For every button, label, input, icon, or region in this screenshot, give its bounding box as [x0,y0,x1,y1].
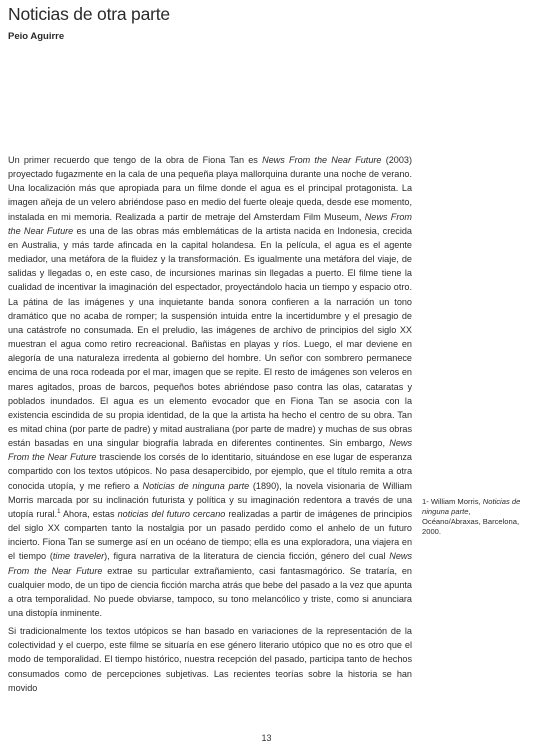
text-run: Ahora, estas [60,508,118,519]
italic-run: Noticias de ninguna parte [142,480,250,491]
text-run: , Océano/Abraxas, Barcelona, 2000. [422,507,520,536]
footnote-ref: 1 [57,508,61,515]
author-name: Peio Aguirre [8,31,65,42]
text-run: Un primer recuerdo que tengo de la obra de Fiona Tan es [8,155,263,165]
italic-run: News From the Near Future [8,438,412,463]
paragraph-2 [8,624,412,695]
text-run: Si tradicionalmente los textos utópicos se han basado en variaciones de la representación de la colectividad y el cuerpo, este filme se situaría en ese género literario utópico que no es otro que el modo de temporalidad. El tiempo histórico, nuestra recepción del pasado, participa tanto de hechos consumados como de percepciones subjetivas. Las recientes teorías sobre la historia se han movido [8,626,412,693]
text-run: 1- William Morris, [422,497,483,506]
paragraph-1 [8,153,412,620]
text-run: ), figura narrativa de la literatura de ciencia ficción, género del cual [104,551,390,562]
italic-run: News From the Near Future [262,155,382,165]
italic-run: News From the Near Future [8,551,412,576]
text-run: (1890), la novela visionaria de William Morris marcada por su inclinación futurista y política y su imaginación redentora a través de una utopía rural. [8,480,412,519]
text-run: trasciende los corsés de lo identitario, situándose en ese lugar de esperanza compartido con los textos utópicos. No pasa desapercibido, por ejemplo, que el título remita a otra conocida utopía, y me refiero a [8,452,412,491]
text-run: es una de las obras más emblemáticas de la artista nacida en Indonesia, crecida en Australia, y más tarde afincada en la capital holandesa. En la película, el agua es el agente mediador, una metáfora de la fluidez y la transformación. Es igualmente una metáfora del viaje, de salidas y llegadas o, en este caso, de incursiones marinas sin llegadas a puerto. El filme tiene la cualidad de incentivar la imaginación del espectador, proyectándolo hacia un tiempo y espacio otro. La pátina de las imágenes y una inquietante banda sonora confieren a la narración un tono dramático que no acaba de romper; la suspensión intuida entre la incertidumbre y el presagio de una catástrofe no consumada. En el preludio, las imágenes de archivo de principios del siglo XX muestran el agua como retiro recreacional. Bañistas en playas y ríos. Luego, el mar deviene en alegoría de una naturaleza irredenta al gobierno del hombre. Un señor con sombrero permanece encima de una roca rodeada por el mar, imagen que se repite. El resto de imágenes son veleros en mares agitados, proas de barcos, pequeños botes abriéndose paso contra las olas, cataratas y poblados inundados. El agua es un elemento evocador que en Fiona Tan se asocia con la existencia escindida de su propia identidad, de la que la artista ha hecho el centro de su obra. Tan es mitad china (por parte de padre) y mitad australiana (por parte de madre) y muchas de sus obras están basadas en una singular biografía labrada en diferentes continentes. Sin embargo, [8,225,412,449]
footnote [422,497,526,537]
page-number: 13 [261,733,272,743]
italic-run: Noticias de ninguna parte [422,497,521,516]
text-run: realizadas a partir de imágenes de principios del siglo XX comparten tanto la nostalgia por un pasado perdido como el anhelo de un futuro incierto. Fiona Tan se sumerge así en un océano de tiempo; ella es una exploradora, una viajera en el tiempo ( [8,508,412,562]
article-body [8,153,412,695]
text-run: (2003) proyectado fugazmente en la cala de una pequeña playa mallorquina durante una noche de verano. Una localización más que apropiada para un filme donde el agua es el principal protagonista. La imagen añeja de un velero abriéndose paso en medio del fuerte oleaje queda, desde ese momento, instalada en mi memoria. Realizada a partir de metraje del Amsterdam Film Museum, [8,155,412,222]
text-run: extrae su particular extrañamiento, casi fantasmagórico. Se trataría, en cualquier modo, de un tipo de ciencia ficción marcha atrás que bebe del pasado a la vez que apunta a otra temporalidad. No puede obviarse, tampoco, su tono melancólico y triste, como si anunciara una distopía inminente. [8,565,412,618]
italic-run: time traveler [52,551,105,562]
italic-run: News From the Near Future [8,211,413,236]
italic-run: noticias del futuro cercano [117,508,226,519]
page-title: Noticias de otra parte [8,4,170,24]
